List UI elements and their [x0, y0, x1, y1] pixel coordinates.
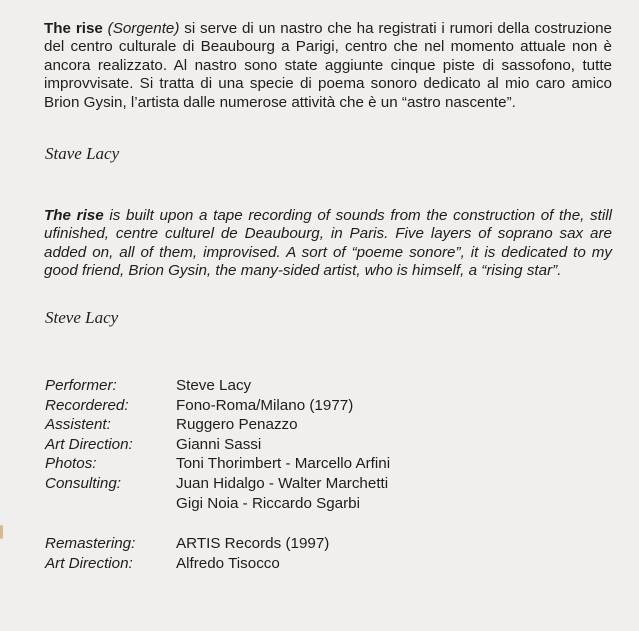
credit-role: Remastering:	[45, 535, 136, 552]
credit-row	[45, 435, 390, 455]
credit-row	[45, 474, 390, 494]
credit-name: Gigi Noia - Riccardo Sgarbi	[176, 494, 361, 512]
credit-name: Alfredo Tisocco	[176, 554, 280, 572]
credit-row	[45, 396, 390, 416]
italian-signature: Stave Lacy	[45, 144, 120, 163]
credit-role	[45, 494, 176, 514]
credit-row	[45, 415, 390, 435]
credit-role: Assistent:	[45, 416, 111, 434]
credit-role: Photos:	[45, 455, 97, 473]
english-body: is built upon a tape recording of sounds from the construction of the, still ufinished, centre culturel de Deaubourg, in Paris. Five layers of soprano sax are added on, all of them, improvised. A sort of “poeme sonore”, it is dedicated to my good friend, Brion Gysin, the many-sided artist, who is himself, a “rising star”.	[44, 207, 612, 280]
credits-list	[45, 376, 390, 513]
italian-paragraph	[44, 20, 612, 112]
page-edge-mark	[0, 525, 3, 539]
credit-row	[45, 454, 390, 474]
english-title: The rise	[44, 207, 104, 224]
credit-row	[45, 554, 329, 574]
credit-name: ARTIS Records (1997)	[176, 535, 330, 552]
credit-name: Fono-Roma/Milano (1977)	[176, 396, 354, 414]
credit-row	[45, 534, 329, 554]
credit-row	[45, 376, 390, 396]
credit-role: Recordered:	[45, 396, 129, 414]
credit-name: Toni Thorimbert - Marcello Arfini	[176, 455, 391, 473]
italian-title: The rise	[44, 20, 103, 37]
credit-role: Art Direction:	[45, 435, 133, 453]
credit-role: Consulting:	[45, 474, 121, 492]
credit-name: Ruggero Penazzo	[176, 416, 298, 434]
remaster-credits-list	[45, 534, 329, 573]
italian-subtitle: (Sorgente)	[107, 20, 180, 37]
english-paragraph	[44, 207, 612, 281]
italian-body: si serve di un nastro che ha registrati i rumori della costruzione del centro culturale di Beaubourg a Parigi, centro che nel momento attuale non è ancora realizzato. Al nastro sono state aggiunte cinque piste di sassofono, tutte improvvisate. Si tratta di una specie di poema sonoro dedicato al mio caro amico Brion Gysin, l’artista dalle numerose attività che è un “astro nascente”.	[44, 20, 612, 111]
credit-name: Gianni Sassi	[176, 435, 262, 453]
english-signature: Steve Lacy	[45, 308, 119, 327]
credit-row	[45, 494, 390, 514]
credit-role: Art Direction:	[45, 554, 133, 572]
credit-role: Performer:	[45, 377, 117, 394]
credit-name: Steve Lacy	[176, 377, 252, 394]
credit-name: Juan Hidalgo - Walter Marchetti	[176, 474, 389, 492]
